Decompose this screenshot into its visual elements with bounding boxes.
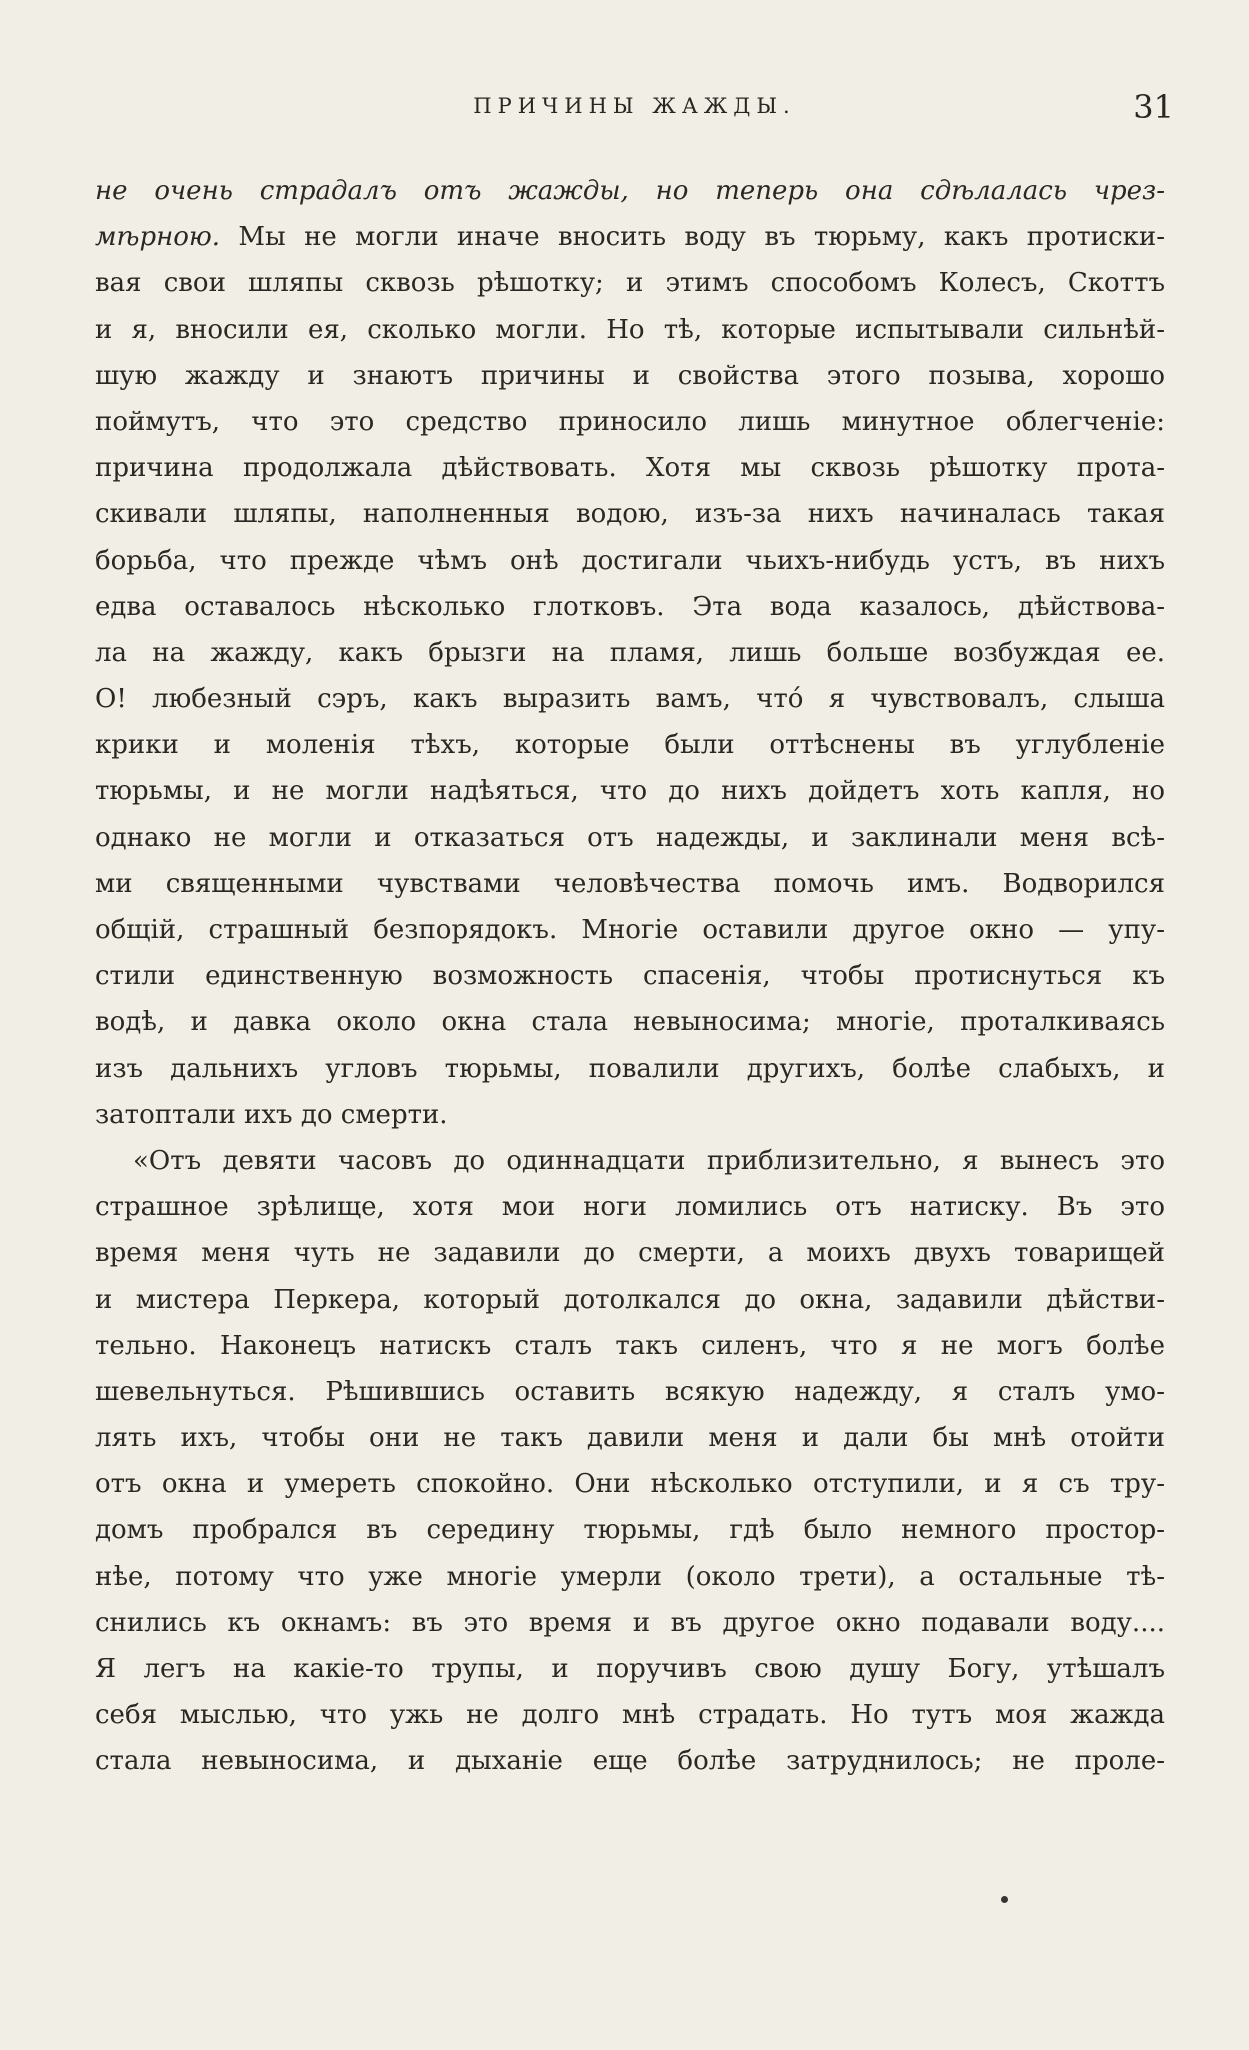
- line-text: Мы не могли иначе вносить воду въ тюрьму, какъ протиски-: [220, 222, 1165, 253]
- text-line: [95, 1507, 1165, 1553]
- text-line: [95, 1692, 1165, 1738]
- text-line: [95, 260, 1165, 306]
- line-text: едва оставалось нѣсколько глотковъ. Эта вода казалось, дѣйствова-: [95, 591, 1165, 622]
- line-text: тельно. Наконецъ натискъ сталъ такъ силенъ, что я не могъ болѣе: [95, 1330, 1165, 1361]
- text-line: [95, 953, 1165, 999]
- body-text: [95, 168, 1165, 1785]
- line-text: время меня чуть не задавили до смерти, а моихъ двухъ товарищей: [95, 1238, 1165, 1269]
- line-text: тюрьмы, и не могли надѣяться, что до нихъ дойдетъ хоть капля, но: [95, 776, 1165, 807]
- text-line: [95, 768, 1165, 814]
- line-text: страшное зрѣлище, хотя мои ноги ломились отъ натиску. Въ это: [95, 1192, 1165, 1223]
- text-line: [95, 1277, 1165, 1323]
- text-line: [95, 214, 1165, 260]
- italic-text: не очень страдалъ отъ жажды, но теперь она сдѣлалась чрез-: [95, 176, 1165, 206]
- text-line: [95, 1230, 1165, 1276]
- line-text: отъ окна и умереть спокойно. Они нѣсколько отступили, и я съ тру-: [95, 1469, 1165, 1500]
- text-line: [95, 1323, 1165, 1369]
- line-text: поймутъ, что это средство приносило лишь минутное облегченіе:: [95, 406, 1165, 437]
- text-line: [95, 630, 1165, 676]
- line-text: лять ихъ, чтобы они не такъ давили меня и дали бы мнѣ отойти: [95, 1423, 1165, 1454]
- text-line: [95, 1138, 1165, 1184]
- running-title: ПРИЧИНЫ ЖАЖДЫ.: [473, 94, 796, 118]
- printer-dot: [1001, 1896, 1008, 1903]
- line-text: Я легъ на какіе-то трупы, и поручивъ свою душу Богу, утѣшалъ: [95, 1654, 1165, 1684]
- running-head: [95, 88, 1174, 128]
- text-line: [95, 307, 1165, 353]
- text-line: [95, 722, 1165, 768]
- line-text: себя мыслью, что ужь не долго мнѣ страдать. Но тутъ моя жажда: [95, 1700, 1165, 1731]
- line-text: крики и моленія тѣхъ, которые были оттѣснены въ углубленіе: [95, 730, 1165, 761]
- line-text: шую жажду и знаютъ причины и свойства этого позыва, хорошо: [95, 360, 1165, 391]
- text-line: [95, 491, 1165, 537]
- text-line: [95, 815, 1165, 861]
- line-text: однако не могли и отказаться отъ надежды, и заклинали меня всѣ-: [95, 822, 1165, 853]
- line-text: О! любезный сэръ, какъ выразить вамъ, чтó я чувствовалъ, слыша: [95, 684, 1165, 715]
- text-line: [95, 168, 1165, 214]
- line-text: скивали шляпы, наполненныя водою, изъ-за нихъ начиналась такая: [95, 499, 1165, 530]
- text-line: [95, 445, 1165, 491]
- line-text: домъ пробрался въ середину тюрьмы, гдѣ было немного простор-: [95, 1515, 1165, 1546]
- line-text: общій, страшный безпорядокъ. Многіе оставили другое окно — упу-: [95, 915, 1165, 945]
- line-text: снились къ окнамъ: въ это время и въ другое окно подавали воду....: [95, 1607, 1165, 1638]
- text-line: [95, 1184, 1165, 1230]
- line-text: и я, вносили ея, сколько могли. Но тѣ, которые испытывали сильнѣй-: [95, 314, 1165, 345]
- line-text: ми священными чувствами человѣчества помочь имъ. Водворился: [95, 868, 1165, 899]
- line-text: борьба, что прежде чѣмъ онѣ достигали чьихъ-нибудь устъ, въ нихъ: [95, 545, 1165, 576]
- line-text: стала невыносима, и дыханіе еще болѣе затруднилось; не проле-: [95, 1746, 1165, 1777]
- page-number: 31: [1133, 88, 1174, 126]
- text-line: [95, 1600, 1165, 1646]
- text-line: [95, 399, 1165, 445]
- line-text: нѣе, потому что уже многіе умерли (около трети), а остальные тѣ-: [95, 1561, 1165, 1592]
- line-text: вая свои шляпы сквозь рѣшотку; и этимъ способомъ Колесъ, Скоттъ: [95, 268, 1165, 299]
- text-line: [95, 1554, 1165, 1600]
- line-text: причина продолжала дѣйствовать. Хотя мы сквозь рѣшотку прота-: [95, 453, 1165, 484]
- line-text: стили единственную возможность спасенія, чтобы протиснуться къ: [95, 961, 1165, 992]
- italic-text: мѣрною.: [95, 222, 221, 253]
- text-line: [95, 538, 1165, 584]
- text-line: [95, 1738, 1165, 1784]
- text-line: [95, 1046, 1165, 1092]
- line-text: затоптали ихъ до смерти.: [95, 1099, 448, 1130]
- line-text: водѣ, и давка около окна стала невыносима; многіе, проталкиваясь: [95, 1007, 1165, 1038]
- text-line: [95, 1461, 1165, 1507]
- text-line: [95, 999, 1165, 1045]
- text-line: [95, 1646, 1165, 1692]
- text-line: [95, 353, 1165, 399]
- text-line: [95, 1092, 1165, 1138]
- text-line: [95, 1415, 1165, 1461]
- line-text: шевельнуться. Рѣшившись оставить всякую надежду, я сталъ умо-: [95, 1376, 1165, 1407]
- line-text: ла на жажду, какъ брызги на пламя, лишь больше возбуждая ее.: [95, 637, 1165, 668]
- text-line: [95, 1369, 1165, 1415]
- text-line: [95, 676, 1165, 722]
- line-text: и мистера Перкера, который дотолкался до окна, задавили дѣйстви-: [95, 1284, 1165, 1315]
- line-text: «Отъ девяти часовъ до одиннадцати приблизительно, я вынесъ это: [133, 1145, 1165, 1176]
- line-text: изъ дальнихъ угловъ тюрьмы, повалили другихъ, болѣе слабыхъ, и: [95, 1053, 1165, 1084]
- text-line: [95, 907, 1165, 953]
- text-line: [95, 584, 1165, 630]
- text-line: [95, 861, 1165, 907]
